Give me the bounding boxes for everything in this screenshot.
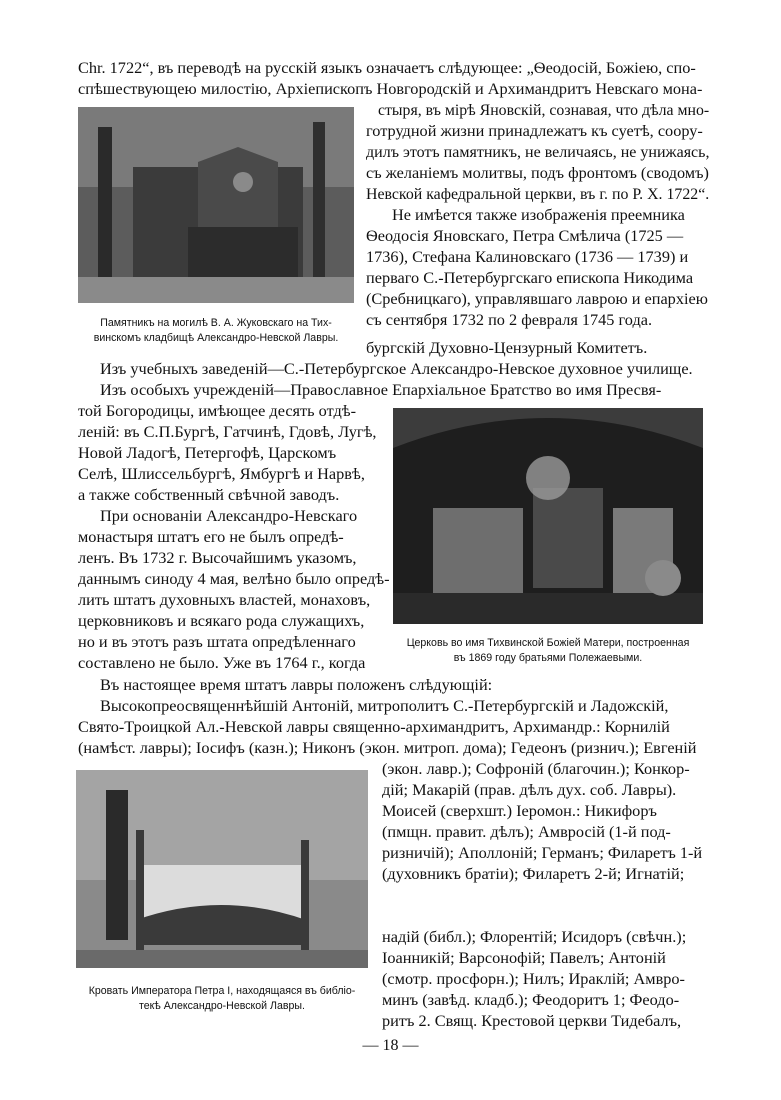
- text-line-lm-6: При основаніи Александро-Невскаго: [100, 506, 358, 525]
- text-line-top-2: спѣшествующею милостію, Архіепископъ Новгородскій и Архимандритъ Невскаго мона-: [78, 79, 703, 98]
- peter-bed-photo: [76, 770, 368, 968]
- text-line-r1-9: перваго С.-Петербургскаго епископа Никодима: [366, 268, 694, 287]
- text-line-r1-1: стыря, въ мірѣ Яновскій, сознавая, что дѣла мно-: [378, 100, 710, 119]
- bed-photo-image: [76, 770, 368, 968]
- text-line-lm-12: но и въ этотъ разъ штата опредѣленнаго: [78, 632, 356, 651]
- church-caption-2: въ 1869 году братьями Полежаевыми.: [453, 652, 643, 664]
- text-line-r1-8: 1736), Стефана Калиновскаго (1736 — 1739) и: [366, 247, 689, 266]
- text-line-f2-4: (намѣст. лавры); Іосифъ (казн.); Никонъ (экон. митроп. дома); Гедеонъ (ризнич.); Евгеній: [78, 738, 697, 757]
- text-line-lm-3: Новой Ладогѣ, Петергофѣ, Царскомъ: [78, 443, 337, 462]
- text-line-r2-3: Моисей (сверхшт.) Іеромон.: Никифоръ: [382, 801, 657, 820]
- text-line-r2-10: (смотр. просфорн.); Нилъ; Ираклій; Амвро-: [382, 969, 685, 988]
- zhukovsky-caption-2: винскомъ кладбищѣ Александро-Невской Лавры.: [93, 332, 339, 344]
- text-line-r2-8: надій (библ.); Флорентій; Исидоръ (свѣчн.);: [382, 927, 687, 946]
- text-line-lm-13: составлено не было. Уже въ 1764 г., когда: [78, 653, 366, 672]
- text-line-f2-2: Высокопреосвященнѣйшій Антоній, митрополитъ С.-Петербургскій и Ладожскій,: [100, 696, 669, 715]
- bed-caption-2: текѣ Александро-Невской Лавры.: [139, 1000, 305, 1012]
- page-number: — 18 —: [362, 1037, 419, 1054]
- text-line-f2-3: Свято-Троицкой Ал.-Невской лавры священно-архимандритъ, Архимандр.: Корнилій: [78, 717, 670, 736]
- text-line-lm-8: ленъ. Въ 1732 г. Высочайшимъ указомъ,: [78, 548, 357, 567]
- text-line-mid-2: Изъ особыхъ учрежденій—Православное Епархіальное Братство во имя Пресвя-: [100, 380, 662, 399]
- text-line-r1-6: Не имѣется также изображенія преемника: [392, 205, 685, 224]
- text-line-lm-5: а также собственный свѣчной заводъ.: [78, 485, 340, 504]
- text-line-lm-2: леній: въ С.П.Бургѣ, Гатчинѣ, Гдовѣ, Лугѣ,: [78, 422, 377, 441]
- text-line-r1-11: съ сентября 1732 по 2 февраля 1745 года.: [366, 310, 653, 329]
- text-line-lm-11: церковниковъ и всякаго рода служащихъ,: [78, 611, 365, 630]
- text-line-r1-4: съ желаніемъ молитвы, подъ фронтомъ (сводомъ): [366, 163, 709, 182]
- zhukovsky-monument-photo: [78, 107, 354, 303]
- text-line-r2-12: минъ (завѣд. кладб.); Феодоритъ 1; Феодо-: [382, 990, 680, 1009]
- text-line-r2-4: (пмщн. правит. дѣлъ); Амвросій (1-й под-: [382, 822, 671, 841]
- text-line-r2-1: (экон. лавр.); Софроній (благочин.); Конкор-: [382, 759, 690, 778]
- text-line-r1-5: Невской кафедральной церкви, въ г. по Р. Х. 1722“.: [366, 184, 710, 203]
- text-line-f2-1: Въ настоящее время штатъ лавры положенъ слѣдующій:: [100, 675, 493, 694]
- text-line-r1-14: бургскій Духовно-Цензурный Комитетъ.: [366, 338, 648, 357]
- church-caption-1: Церковь во имя Тихвинской Божіей Матери, построенная: [406, 637, 690, 649]
- text-line-r2-13: ритъ 2. Свящ. Крестовой церкви Тидебалъ,: [382, 1011, 682, 1030]
- text-line-lm-7: монастыря штатъ его не былъ опредѣ-: [78, 527, 344, 546]
- text-line-mid-1: Изъ учебныхъ заведеній—С.-Петербургское Александро-Невское духовное училище.: [100, 359, 693, 378]
- text-line-lm-1: той Богородицы, имѣющее десять отдѣ-: [78, 401, 357, 420]
- text-line-lm-4: Селѣ, Шлиссельбургѣ, Ямбургѣ и Нарвѣ,: [78, 464, 365, 483]
- text-line-r2-9: Іоанникій; Варсонофій; Павелъ; Антоній: [382, 948, 666, 967]
- bed-caption-1: Кровать Императора Петра I, находящаяся въ библіо-: [88, 985, 356, 997]
- text-line-r2-6: (духовникъ братіи); Филаретъ 2-й; Игнатій;: [382, 864, 685, 883]
- text-line-r1-10: (Сребницкаго), управлявшаго лаврою и епархіею: [366, 289, 708, 308]
- monument-photo-image: [78, 107, 354, 303]
- text-line-top-1: Chr. 1722“, въ переводѣ на русскій языкъ означаетъ слѣдующее: „Ѳеодосій, Божіею, спо-: [78, 58, 696, 77]
- text-line-r2-2: дій; Макарій (прав. дѣлъ дух. соб. Лавры).: [382, 780, 677, 799]
- church-photo-image: [393, 408, 703, 624]
- text-line-r1-2: готрудной жизни принадлежатъ къ суетѣ, соору-: [366, 121, 703, 140]
- zhukovsky-caption-1: Памятникъ на могилѣ В. А. Жуковскаго на Тих-: [100, 317, 332, 329]
- text-line-r2-5: ризничій); Аполлоній; Германъ; Филаретъ 1-й: [382, 843, 703, 862]
- church-interior-photo: [393, 408, 703, 624]
- text-line-r1-7: Ѳеодосія Яновскаго, Петра Смѣлича (1725 —: [366, 226, 684, 245]
- text-line-r1-3: дилъ этотъ памятникъ, не величаясь, не унижаясь,: [366, 142, 710, 161]
- text-line-lm-10: лить штатъ духовныхъ властей, монаховъ,: [78, 590, 371, 609]
- text-line-lm-9: даннымъ синоду 4 мая, велѣно было опредѣ-: [78, 569, 390, 588]
